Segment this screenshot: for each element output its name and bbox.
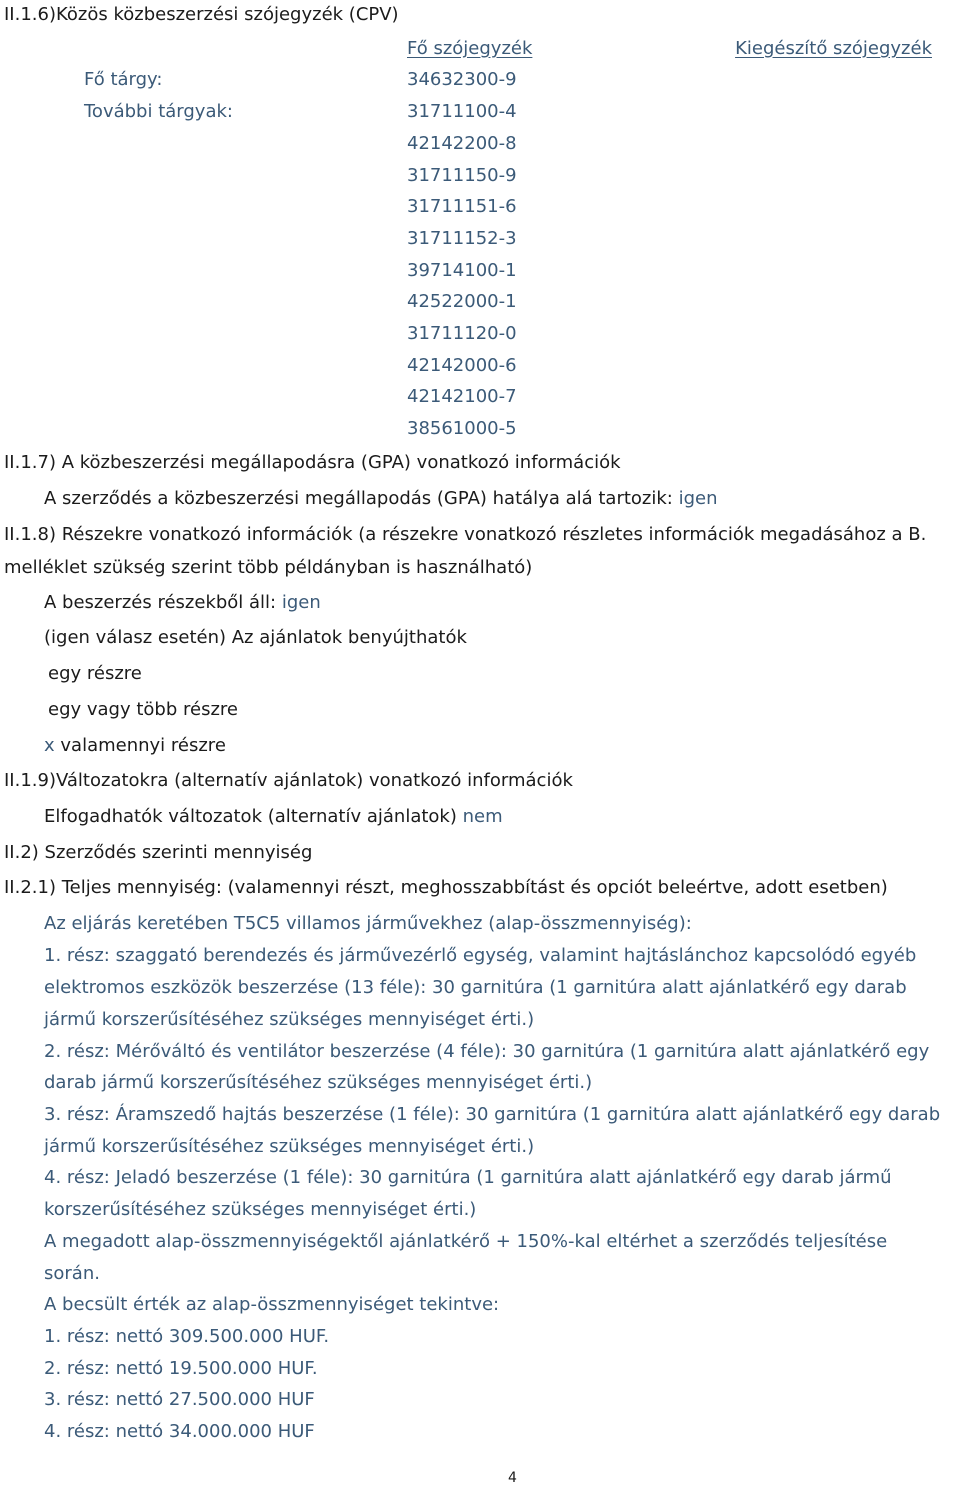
total-quantity-heading: II.2.1) Teljes mennyiség: (valamennyi részt, meghosszabbítást és opciót beleértve, adott esetben)	[4, 877, 888, 898]
quantity-line: elektromos eszközök beszerzése (13 féle): 30 garnitúra (1 garnitúra alatt ajánlatkérő egy darab	[44, 977, 907, 998]
page-number: 4	[508, 1470, 517, 1486]
lots-value: igen	[281, 592, 321, 613]
cpv-code: 38561000-5	[407, 418, 517, 439]
cpv-code: 39714100-1	[407, 260, 517, 281]
cpv-code: 31711151-6	[407, 196, 517, 217]
quantity-line: 3. rész: Áramszedő hajtás beszerzése (1 féle): 30 garnitúra (1 garnitúra alatt ajánlatkérő egy darab	[44, 1104, 941, 1125]
quantity-line: jármű korszerűsítéséhez szükséges mennyiséget érti.)	[44, 1009, 535, 1030]
cpv-code: 42522000-1	[407, 291, 517, 312]
estimated-value-line: 3. rész: nettó 27.500.000 HUF	[44, 1389, 315, 1410]
quantity-line: 1. rész: szaggató berendezés és járművezérlő egység, valamint hajtáslánchoz kapcsolódó egyéb	[44, 945, 917, 966]
cpv-code: 31711150-9	[407, 165, 517, 186]
gpa-row	[44, 488, 718, 510]
lots-row	[44, 592, 321, 614]
quantity-line: A becsült érték az alap-összmennyiséget tekintve:	[44, 1294, 500, 1315]
option-all-parts-row	[44, 735, 226, 757]
cpv-main-subject-label: Fő tárgy:	[84, 69, 163, 90]
variants-value: nem	[462, 806, 503, 827]
parts-heading-line2: melléklet szükség szerint több példányban is használható)	[4, 557, 533, 578]
submission-label: (igen válasz esetén) Az ajánlatok benyújthatók	[44, 627, 467, 648]
quantity-line: darab jármű korszerűsítéséhez szükséges mennyiséget érti.)	[44, 1072, 593, 1093]
cpv-main-subject-code: 34632300-9	[407, 69, 517, 90]
quantity-line: Az eljárás keretében T5C5 villamos járművekhez (alap-összmennyiség):	[44, 913, 692, 934]
parts-heading-line1: II.1.8) Részekre vonatkozó információk (a részekre vonatkozó részletes információk megadásához a B.	[4, 524, 927, 545]
cpv-main-column-header: Fő szójegyzék	[407, 38, 533, 59]
quantity-line: 4. rész: Jeladó beszerzése (1 féle): 30 garnitúra (1 garnitúra alatt ajánlatkérő egy darab jármű	[44, 1167, 892, 1188]
cpv-other-subjects-label: További tárgyak:	[84, 101, 233, 122]
quantity-heading: II.2) Szerződés szerinti mennyiség	[4, 842, 313, 863]
option-all-parts: valamennyi részre	[60, 735, 226, 756]
quantity-line: során.	[44, 1263, 100, 1284]
cpv-code: 42142200-8	[407, 133, 517, 154]
option-one-or-more-parts: egy vagy több részre	[48, 699, 238, 720]
gpa-heading: II.1.7) A közbeszerzési megállapodásra (GPA) vonatkozó információk	[4, 452, 621, 473]
estimated-value-line: 2. rész: nettó 19.500.000 HUF.	[44, 1358, 318, 1379]
selected-mark: x	[44, 735, 55, 756]
cpv-heading: II.1.6)Közös közbeszerzési szójegyzék (CPV)	[4, 4, 399, 25]
cpv-code: 31711152-3	[407, 228, 517, 249]
quantity-line: korszerűsítéséhez szükséges mennyiséget érti.)	[44, 1199, 477, 1220]
variants-heading: II.1.9)Változatokra (alternatív ajánlatok) vonatkozó információk	[4, 770, 573, 791]
gpa-label: A szerződés a közbeszerzési megállapodás (GPA) hatálya alá tartozik:	[44, 488, 673, 509]
gpa-value: igen	[678, 488, 718, 509]
cpv-code: 42142000-6	[407, 355, 517, 376]
cpv-code: 31711100-4	[407, 101, 517, 122]
quantity-line: 2. rész: Mérőváltó és ventilátor beszerzése (4 féle): 30 garnitúra (1 garnitúra alatt ajánlatkérő egy	[44, 1041, 930, 1062]
variants-label: Elfogadhatók változatok (alternatív ajánlatok)	[44, 806, 457, 827]
option-one-part: egy részre	[48, 663, 142, 684]
estimated-value-line: 1. rész: nettó 309.500.000 HUF.	[44, 1326, 330, 1347]
quantity-line: A megadott alap-összmennyiségektől ajánlatkérő + 150%-kal eltérhet a szerződés teljesítése	[44, 1231, 888, 1252]
cpv-supplementary-column-header: Kiegészítő szójegyzék	[735, 38, 932, 59]
quantity-line: jármű korszerűsítéséhez szükséges mennyiséget érti.)	[44, 1136, 535, 1157]
variants-row	[44, 806, 503, 828]
cpv-code: 42142100-7	[407, 386, 517, 407]
lots-label: A beszerzés részekből áll:	[44, 592, 277, 613]
estimated-value-line: 4. rész: nettó 34.000.000 HUF	[44, 1421, 315, 1442]
cpv-code: 31711120-0	[407, 323, 517, 344]
